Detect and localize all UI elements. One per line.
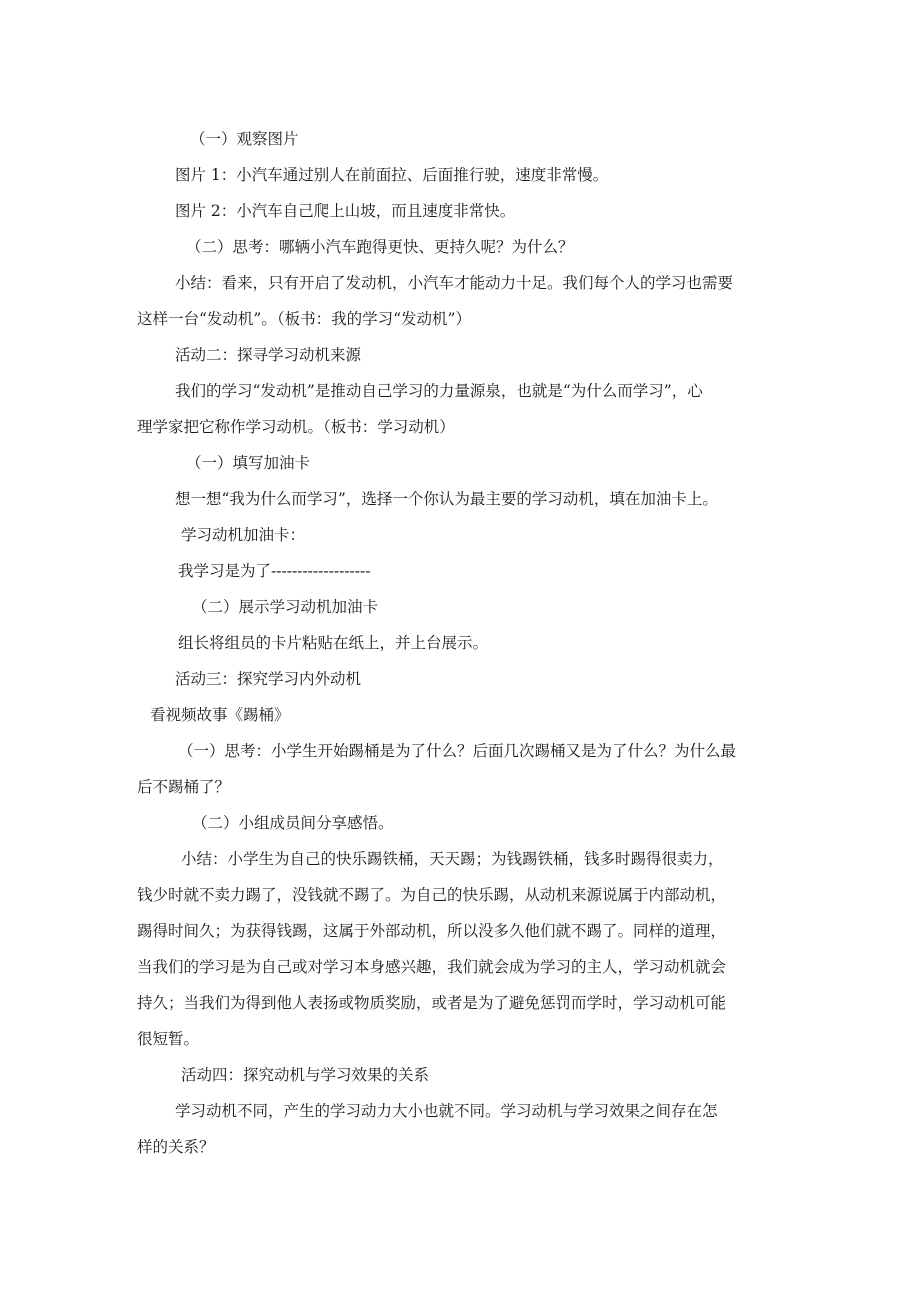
think-question-2-line-2: 后不踢桶了？ bbox=[137, 778, 231, 796]
fuel-card-blank-line: 我学习是为了------------------- bbox=[178, 562, 371, 580]
activity-2-para-line-2: 理学家把它称作学习动机。（板书：学习动机） bbox=[137, 418, 455, 436]
activity-4-para-line-1: 学习动机不同，产生的学习动力大小也就不同。学习动机与学习效果之间存在怎 bbox=[175, 1102, 718, 1120]
picture-2-text: 图片 2：小汽车自己爬上山坡，而且速度非常快。 bbox=[175, 202, 516, 220]
think-question-2-line-1: （一）思考：小学生开始踢桶是为了什么？后面几次踢桶又是为了什么？为什么最 bbox=[178, 742, 737, 760]
activity-4-para-line-2: 样的关系？ bbox=[137, 1138, 215, 1156]
activity-3-heading: 活动三：探究学习内外动机 bbox=[175, 670, 362, 688]
show-card-text: 组长将组员的卡片粘贴在纸上，并上台展示。 bbox=[178, 634, 489, 652]
think-question-1: （二）思考：哪辆小汽车跑得更快、更持久呢？为什么？ bbox=[186, 238, 574, 256]
share-feelings: （二）小组成员间分享感悟。 bbox=[192, 814, 394, 832]
activity-2-para-line-1: 我们的学习“发动机”是推动自己学习的力量源泉，也就是“为什么而学习”，心 bbox=[175, 382, 703, 400]
fill-card-instruction: 想一想“我为什么而学习”，选择一个你认为最主要的学习动机，填在加油卡上。 bbox=[175, 490, 718, 508]
fill-card-heading: （一）填写加油卡 bbox=[186, 454, 311, 472]
picture-1-text: 图片 1：小汽车通过别人在前面拉、后面推行驶，速度非常慢。 bbox=[175, 166, 609, 184]
activity-2-heading: 活动二：探寻学习动机来源 bbox=[175, 346, 362, 364]
summary-2-line-4: 当我们的学习是为自己或对学习本身感兴趣，我们就会成为学习的主人，学习动机就会 bbox=[137, 958, 727, 976]
video-story-title: 看视频故事《踢桶》 bbox=[150, 706, 290, 724]
show-card-heading: （二）展示学习动机加油卡 bbox=[192, 598, 379, 616]
summary-2-line-6: 很短暂。 bbox=[137, 1030, 200, 1048]
fuel-card-title: 学习动机加油卡： bbox=[181, 526, 306, 544]
summary-1-line-2: 这样一台“发动机”。（板书：我的学习“发动机”） bbox=[137, 310, 471, 328]
summary-2-line-2: 钱少时就不卖力踢了，没钱就不踢了。为自己的快乐踢，从动机来源说属于内部动机， bbox=[137, 886, 727, 904]
summary-2-line-3: 踢得时间久；为获得钱踢，这属于外部动机，所以没多久他们就不踢了。同样的道理， bbox=[137, 922, 727, 940]
summary-1-line-1: 小结：看来，只有开启了发动机，小汽车才能动力十足。我们每个人的学习也需要 bbox=[175, 274, 734, 292]
heading-observe-pictures: （一）观察图片 bbox=[190, 130, 299, 148]
activity-4-heading: 活动四：探究动机与学习效果的关系 bbox=[181, 1066, 430, 1084]
summary-2-line-1: 小结：小学生为自己的快乐踢铁桶，天天踢；为钱踢铁桶，钱多时踢得很卖力， bbox=[181, 850, 724, 868]
summary-2-line-5: 持久；当我们为得到他人表扬或物质奖励，或者是为了避免惩罚而学时，学习动机可能 bbox=[137, 994, 727, 1012]
